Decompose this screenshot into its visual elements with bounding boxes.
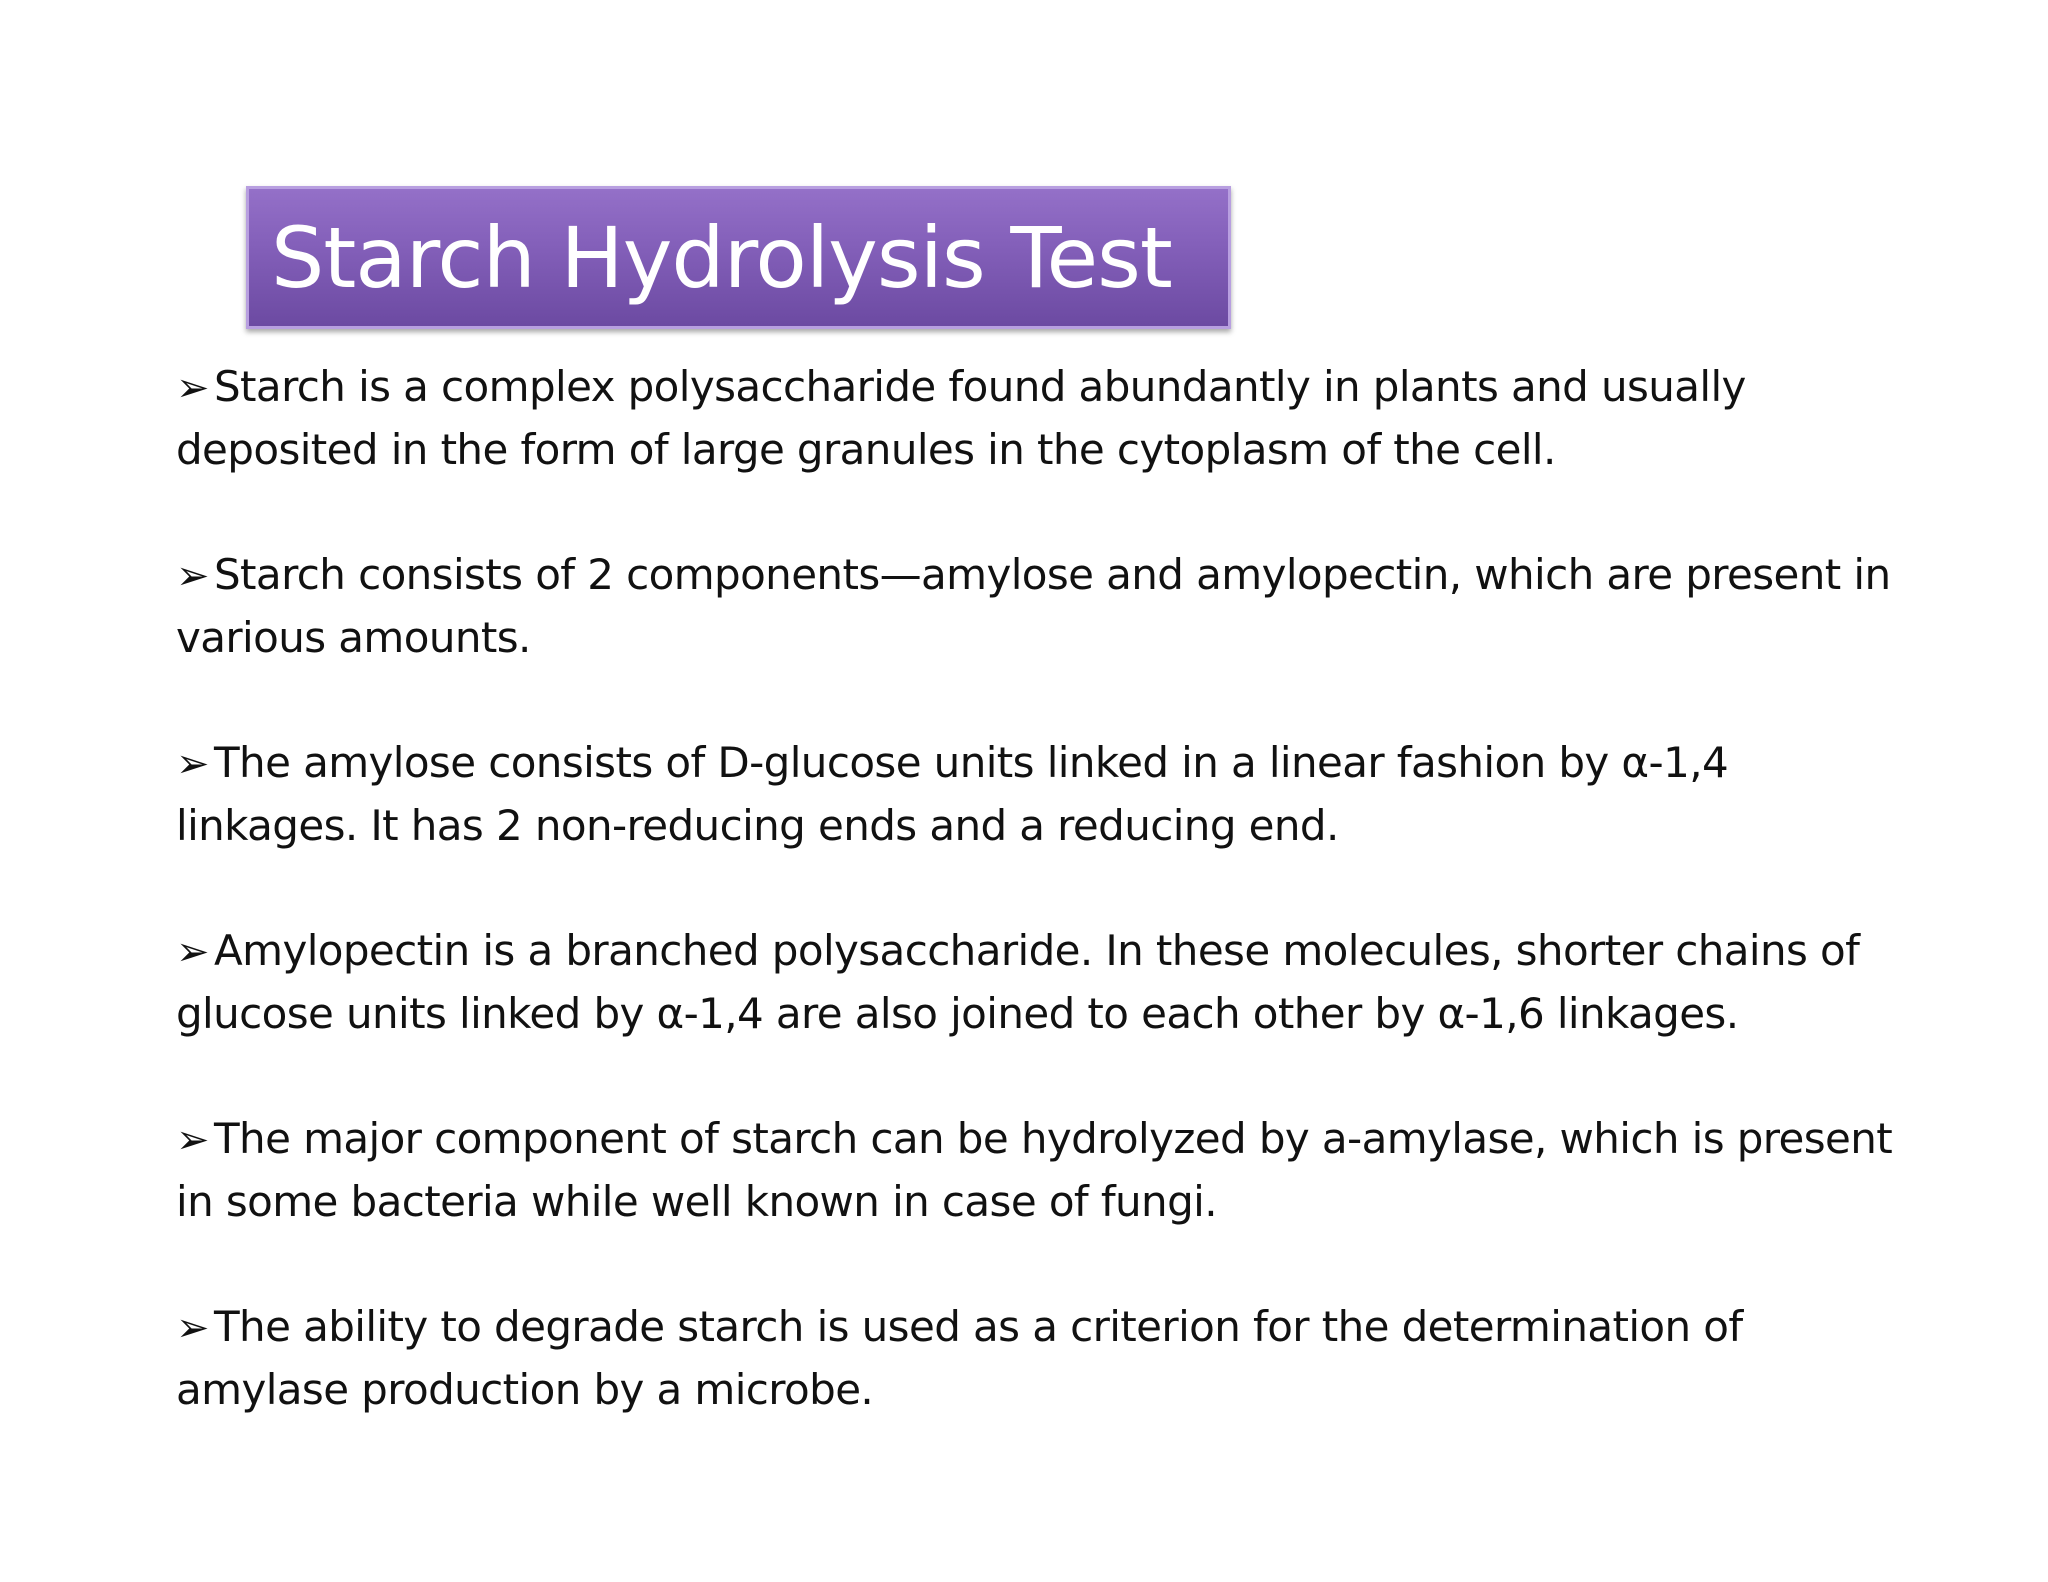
bullet-text: The ability to degrade starch is used as a criterion for the determination of amylase production by a microbe. xyxy=(176,1302,1743,1414)
bullet-text: Starch consists of 2 components—amylose and amylopectin, which are present in various amounts. xyxy=(176,550,1891,662)
arrow-bullet-icon: ➢ xyxy=(176,1117,209,1163)
arrow-bullet-icon: ➢ xyxy=(176,741,209,787)
bullet-item xyxy=(176,1108,1896,1233)
title-banner xyxy=(246,186,1231,329)
bullet-item xyxy=(176,920,1896,1045)
arrow-bullet-icon: ➢ xyxy=(176,929,209,975)
bullet-item xyxy=(176,356,1896,481)
slide-title: Starch Hydrolysis Test xyxy=(271,209,1172,307)
bullet-text: The major component of starch can be hydrolyzed by a-amylase, which is present in some bacteria while well known in case of fungi. xyxy=(176,1114,1893,1226)
bullet-text: The amylose consists of D-glucose units linked in a linear fashion by α-1,4 linkages. It has 2 non-reducing ends and a reducing end. xyxy=(176,738,1729,850)
bullet-item xyxy=(176,544,1896,669)
arrow-bullet-icon: ➢ xyxy=(176,553,209,599)
bullet-item xyxy=(176,732,1896,857)
bullet-list xyxy=(176,356,1896,1484)
bullet-text: Amylopectin is a branched polysaccharide. In these molecules, shorter chains of glucose units linked by α-1,4 are also joined to each other by α-1,6 linkages. xyxy=(176,926,1860,1038)
arrow-bullet-icon: ➢ xyxy=(176,365,209,411)
bullet-item xyxy=(176,1296,1896,1421)
bullet-text: Starch is a complex polysaccharide found abundantly in plants and usually deposited in the form of large granules in the cytoplasm of the cell. xyxy=(176,362,1746,474)
arrow-bullet-icon: ➢ xyxy=(176,1305,209,1351)
